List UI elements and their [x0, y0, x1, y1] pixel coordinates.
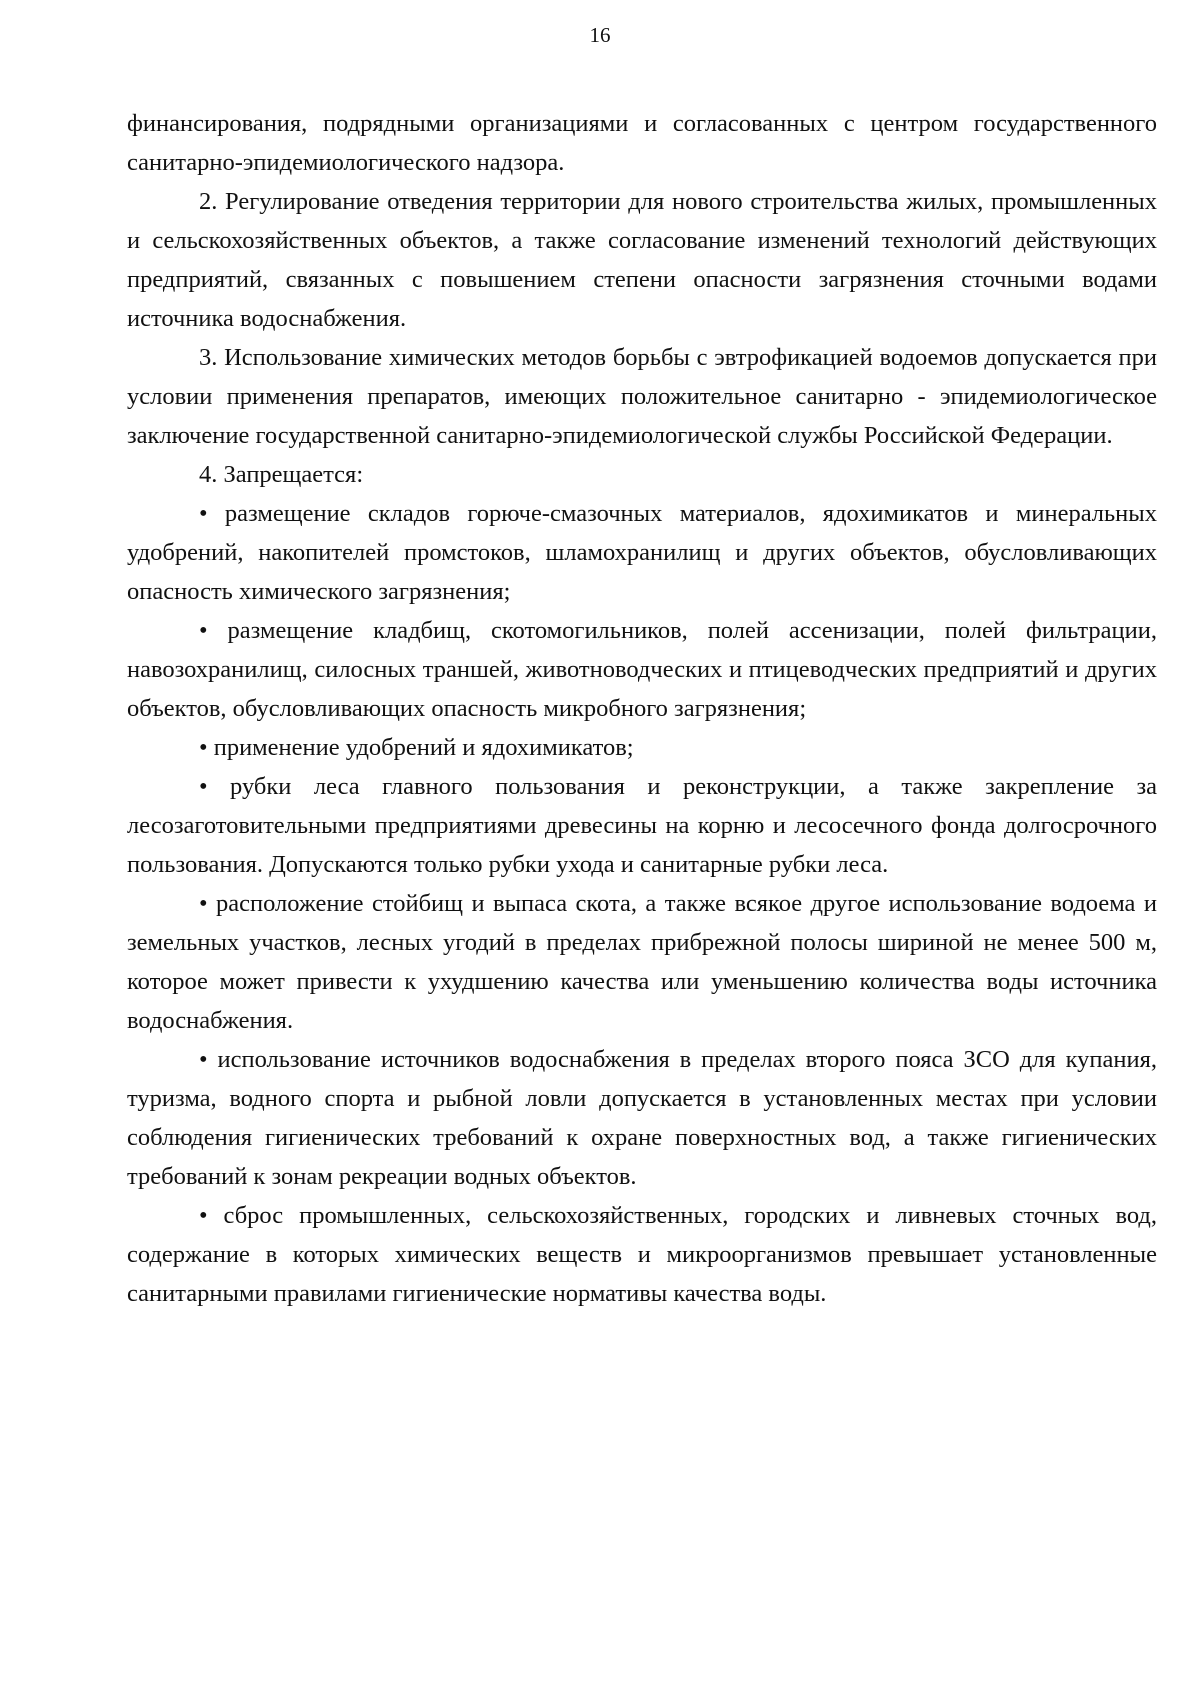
- bullet-item: • применение удобрений и ядохимикатов;: [199, 734, 634, 761]
- bullet-item: • расположение стойбищ и выпаса скота, а также всякое другое использование водоема и земельных участков, лесных угодий в пределах прибрежной полосы шириной не менее 500 м, которое может привести к ухудшению качества или уменьшению количества воды источника водоснабжения.: [127, 890, 1157, 1034]
- bullet-item: • сброс промышленных, сельскохозяйственных, городских и ливневых сточных вод, содержание в которых химических веществ и микроорганизмов превышает установленные санитарными правилами гигиенические нормативы качества воды.: [127, 1202, 1157, 1307]
- document-body: [127, 104, 1157, 1313]
- bullet-item: • размещение кладбищ, скотомогильников, полей ассенизации, полей фильтрации, навозохранилищ, силосных траншей, животноводческих и птицеводческих предприятий и других объектов, обусловливающих опасность микробного загрязнения;: [127, 617, 1157, 722]
- paragraph-item-4-heading: 4. Запрещается:: [199, 461, 364, 488]
- paragraph-continuation: финансирования, подрядными организациями и согласованных с центром государственного санитарно-эпидемиологического надзора.: [127, 110, 1157, 176]
- bullet-item: • рубки леса главного пользования и реконструкции, а также закрепление за лесозаготовительными предприятиями древесины на корню и лесосечного фонда долгосрочного пользования. Допускаются только рубки ухода и санитарные рубки леса.: [127, 773, 1157, 878]
- page-number: 16: [589, 23, 611, 47]
- paragraph-item-2: 2. Регулирование отведения территории для нового строительства жилых, промышленных и сельскохозяйственных объектов, а также согласование изменений технологий действующих предприятий, связанных с повышением степени опасности загрязнения сточными водами источника водоснабжения.: [127, 188, 1157, 332]
- bullet-item: • использование источников водоснабжения в пределах второго пояса ЗСО для купания, туризма, водного спорта и рыбной ловли допускается в установленных местах при условии соблюдения гигиенических требований к охране поверхностных вод, а также гигиенических требований к зонам рекреации водных объектов.: [127, 1046, 1157, 1190]
- paragraph-item-3: 3. Использование химических методов борьбы с эвтрофикацией водоемов допускается при условии применения препаратов, имеющих положительное санитарно - эпидемиологическое заключение государственной санитарно-эпидемиологической службы Российской Федерации.: [127, 344, 1157, 449]
- bullet-item: • размещение складов горюче-смазочных материалов, ядохимикатов и минеральных удобрений, накопителей промстоков, шламохранилищ и других объектов, обусловливающих опасность химического загрязнения;: [127, 500, 1157, 605]
